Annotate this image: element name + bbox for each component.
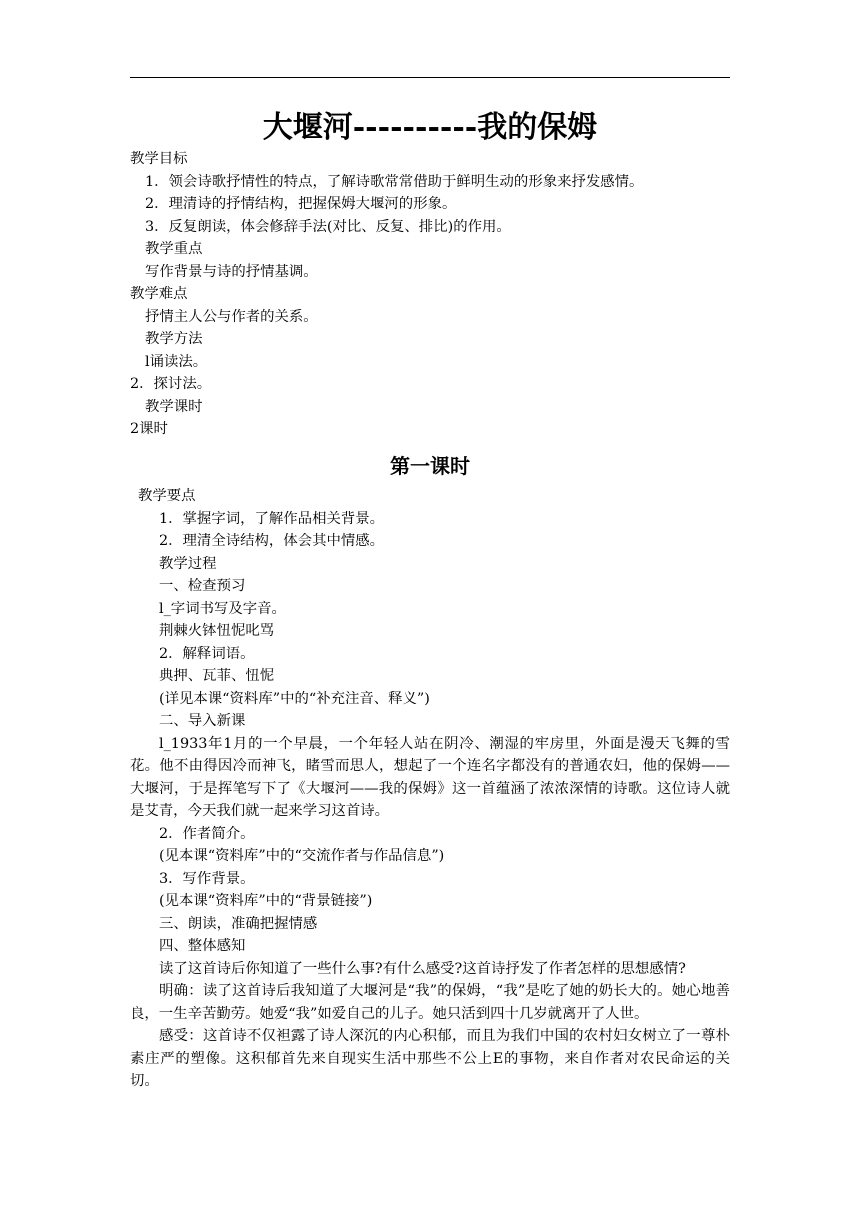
step-item: l_字词书写及字音。 [159,600,286,617]
header-rule [130,77,730,78]
process-heading: 教学过程 [159,555,217,572]
difficulty-heading: 教学难点 [130,286,188,302]
method-item: 2．探讨法。 [130,376,212,392]
teaching-overview [130,148,730,441]
reference-note: (详见本课“资料库”中的“补充注音、释义”) [159,690,430,707]
point-item: 1．掌握字词，了解作品相关背景。 [159,510,385,527]
step-heading: 一、检查预习 [159,578,246,594]
hours-heading: 教学课时 [145,398,203,415]
step-item: 2．作者简介。 [159,825,255,842]
step-heading: 二、导入新课 [159,713,246,729]
reference-note: (见本课“资料库”中的“背景链接”) [159,893,373,909]
goal-item: 1．领会诗歌抒情性的特点，了解诗歌常常借助于鲜明生动的形象来抒发感情。 [145,173,644,190]
goals-heading: 教学目标 [130,151,188,167]
term-list: 典押、瓦菲、忸怩 [159,668,275,684]
answer-paragraph: 明确：读了这首诗后我知道了大堰河是“我”的保姆，“我”是吃了她的奶长大的。她心地善良，一生辛苦勤劳。她爱“我”如爱自己的儿子。她只活到四十几岁就离开了人世。 [130,983,730,1022]
focus-text: 写作背景与诗的抒情基调。 [145,263,318,280]
step-heading: 四、整体感知 [159,938,246,954]
step-item: 3．写作背景。 [159,870,255,887]
step-heading: 三、朗读，准确把握情感 [159,915,318,932]
reference-note: (见本课“资料库”中的“交流作者与作品信息”) [159,848,445,864]
hours-text: 2课时 [130,421,168,437]
method-heading: 教学方法 [145,331,203,347]
document-title: 大堰河----------我的保姆 [262,110,598,145]
points-heading: 教学要点 [138,488,196,504]
goal-item: 3．反复朗读，体会修辞手法(对比、反复、排比)的作用。 [145,218,511,235]
difficulty-text: 抒情主人公与作者的关系。 [145,308,318,325]
word-list: 荆棘火钵忸怩叱骂 [159,623,275,639]
intro-paragraph: l_1933年1月的一个早晨，一个年轻人站在阴冷、潮湿的牢房里，外面是漫天飞舞的雪花。他不由得因冷而神飞，睹雪而思人，想起了一个连名字都没有的普通农妇，他的保姆——大堰河，于是挥笔写下了《大堰河——我的保姆》这一首蕴涵了浓浓深情的诗歌。这位诗人就是艾青，今天我们就一起来学习这首诗。 [130,735,730,819]
focus-heading: 教学重点 [145,241,203,257]
discussion-question: 读了这首诗后你知道了一些什么事?有什么感受?这首诗抒发了作者怎样的思想感情? [159,960,686,977]
method-item: l诵读法。 [145,353,208,370]
goal-item: 2．理清诗的抒情结构，把握保姆大堰河的形象。 [145,196,457,212]
feeling-paragraph: 感受：这首诗不仅袒露了诗人深沉的内心积郁，而且为我们中国的农村妇女树立了一尊朴素庄严的塑像。这积郁首先来自现实生活中那些不公上E的事物，来自作者对农民命运的关切。 [130,1028,730,1089]
point-item: 2．理清全诗结构，体会其中情感。 [159,533,385,549]
lesson-content [130,485,730,1093]
lesson-title: 第一课时 [390,454,470,478]
step-item: 2．解释词语。 [159,645,255,662]
